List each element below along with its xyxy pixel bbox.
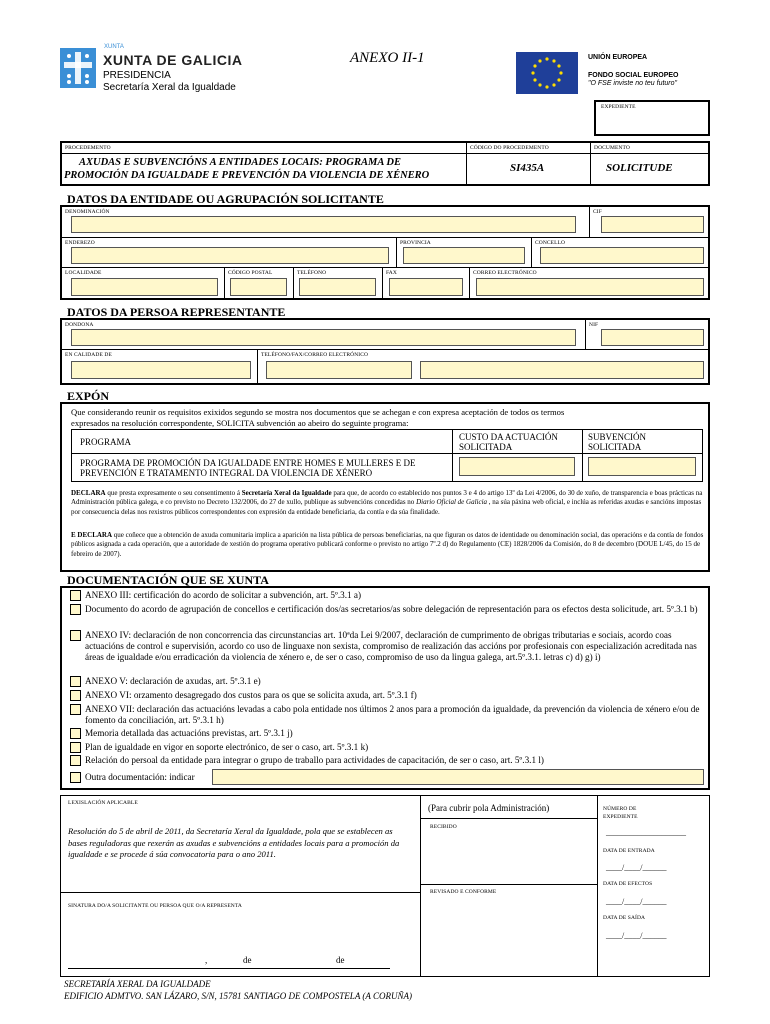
codigo-postal-field[interactable] bbox=[230, 278, 287, 296]
data-saida-label: DATA DE SAÍDA bbox=[603, 915, 646, 921]
numero-expediente-1: NÚMERO DE bbox=[603, 806, 637, 812]
eu-stars-icon bbox=[516, 52, 578, 94]
doc-checkbox[interactable] bbox=[70, 590, 81, 601]
concello-field[interactable] bbox=[540, 247, 704, 264]
doc-checkbox[interactable] bbox=[70, 755, 81, 766]
doc-checkbox[interactable] bbox=[70, 772, 81, 783]
resolution-text: Resolución do 5 de abril de 2011, da Secretaría Xeral da Igualdade, pola que se establecen as bases reguladoras que rexerán as axudas e subvencións a entidades locais para a promoción da igualdade e se procede á súa convocatoria para o ano 2011. bbox=[68, 826, 400, 859]
department: PRESIDENCIA bbox=[103, 70, 171, 81]
dona-don-field[interactable] bbox=[71, 329, 576, 346]
doc-checkbox[interactable] bbox=[70, 630, 81, 641]
doc-item-anexo-vii[interactable]: ANEXO VII: declaración das actuacións levadas a cabo pola entidade nos últimos 2 anos para a promoción da igualdade, da prevención da violencia de xénero e/ou de fomento da conciliación, art. 5º.3.1 h) bbox=[70, 704, 710, 726]
eu-flag bbox=[516, 52, 578, 94]
admin-title: (Para cubrir pola Administración) bbox=[428, 803, 550, 813]
address-line-1: SECRETARÍA XERAL DA IGUALDADE bbox=[64, 979, 211, 989]
code-label: CÓDIGO DO PROCEDEMENTO bbox=[470, 145, 549, 151]
org-name: XUNTA DE GALICIA bbox=[103, 52, 243, 68]
entity-section-title: DATOS DA ENTIDADE OU AGRUPACIÓN SOLICITANTE bbox=[67, 192, 384, 206]
col-subvencion-2: SOLICITADA bbox=[588, 442, 642, 452]
sinatura-label: SINATURA DO/A SOLICITANTE OU PERSOA QUE O/A REPRESENTA bbox=[68, 903, 242, 909]
outra-documentacion-field[interactable] bbox=[212, 769, 704, 785]
provincia-label: PROVINCIA bbox=[400, 240, 431, 246]
procedure-code: SI435A bbox=[510, 162, 545, 174]
correo-field[interactable] bbox=[476, 278, 704, 296]
localidade-field[interactable] bbox=[71, 278, 218, 296]
contacto-label: TELÉFONO/FAX/CORREO ELECTRÓNICO bbox=[261, 352, 369, 358]
signature-area[interactable] bbox=[68, 912, 408, 952]
telefono-label: TELÉFONO bbox=[297, 270, 327, 276]
declara2-paragraph: E DECLARA que coñece que a obtención de axuda comunitaria implica a aparición na lista pública de persoas beneficiarias, na que figuran os datos de identidade ou denominación social, das operacións e da contía de fondos públicos asignada a cada operación, que a autoridade de xestión do programa operativo publicará conforme o previsto no artigo 7º.2 d) do Regulamento (CE) 1828/2006 da Comisión, do 8 de decembro (DOUE L/45, do 15 de febreiro de 2007). bbox=[71, 531, 704, 558]
doc-checkbox[interactable] bbox=[70, 704, 81, 715]
xunta-emblem-icon bbox=[60, 48, 96, 88]
nif-label: NIF bbox=[589, 322, 599, 328]
date-comma: , bbox=[205, 955, 208, 965]
col-custo-2: SOLICITADA bbox=[459, 442, 513, 452]
fax-field[interactable] bbox=[389, 278, 463, 296]
provincia-field[interactable] bbox=[403, 247, 525, 264]
date-de-1: de bbox=[243, 955, 252, 965]
nif-field[interactable] bbox=[601, 329, 704, 346]
recibido-label: RECIBIDO bbox=[430, 824, 457, 830]
contacto-field-2[interactable] bbox=[420, 361, 704, 379]
numero-expediente-2: EXPEDIENTE bbox=[603, 814, 638, 820]
data-entrada-blank[interactable]: ____/____/______ bbox=[606, 863, 667, 872]
doc-item-anexo-v[interactable]: ANEXO V: declaración de axudas, art. 5º.3.1 e) bbox=[70, 676, 710, 687]
date-de-2: de bbox=[336, 955, 345, 965]
doc-item-memoria[interactable]: Memoria detallada das actuacións previstas, art. 5º.3.1 j) bbox=[70, 728, 710, 739]
data-saida-blank[interactable]: ____/____/______ bbox=[606, 931, 667, 940]
col-subvencion-1: SUBVENCIÓN bbox=[588, 432, 647, 442]
procedimento-label: PROCEDEMENTO bbox=[65, 145, 111, 151]
fax-label: FAX bbox=[386, 270, 397, 276]
correo-label: CORREO ELECTRÓNICO bbox=[473, 270, 537, 276]
document-value: SOLICITUDE bbox=[606, 162, 673, 174]
lexislacion-label: LEXISLACIÓN APLICABLE bbox=[68, 800, 138, 806]
doc-item-anexo-iii[interactable]: ANEXO III: certificación do acordo de solicitar a subvención, art. 5º.3.1 a) bbox=[70, 590, 710, 601]
doc-item-persoal[interactable]: Relación do persoal da entidade para integrar o grupo de traballo para actividades de capacitación, de ser o caso, art. 5º.3.1 l) bbox=[70, 755, 710, 766]
data-entrada-label: DATA DE ENTRADA bbox=[603, 848, 655, 854]
date-line bbox=[68, 968, 390, 969]
contacto-field-1[interactable] bbox=[266, 361, 412, 379]
concello-label: CONCELLO bbox=[535, 240, 566, 246]
address-line-2: EDIFICIO ADMTVO. SAN LÁZARO, S/N, 15781 SANTIAGO DE COMPOSTELA (A CORUÑA) bbox=[64, 991, 412, 1001]
doc-checkbox[interactable] bbox=[70, 690, 81, 701]
denominacion-field[interactable] bbox=[71, 216, 576, 233]
enderezo-field[interactable] bbox=[71, 247, 389, 264]
doc-item-anexo-vi[interactable]: ANEXO VI: orzamento desagregado dos custos para os que se solicita axuda, art. 5º.3.1 f) bbox=[70, 690, 710, 701]
representative-section-title: DATOS DA PERSOA REPRESENTANTE bbox=[67, 305, 286, 319]
eu-fund: FONDO SOCIAL EUROPEO bbox=[588, 72, 679, 79]
doc-item-outra[interactable]: Outra documentación: indicar bbox=[70, 772, 710, 783]
crown-text: XUNTA bbox=[104, 44, 124, 50]
doc-checkbox[interactable] bbox=[70, 728, 81, 739]
doc-checkbox[interactable] bbox=[70, 742, 81, 753]
procedure-title-1: AXUDAS E SUBVENCIÓNS A ENTIDADES LOCAIS: PROGRAMA DE bbox=[79, 157, 401, 168]
cif-field[interactable] bbox=[601, 216, 704, 233]
data-efectos-label: DATA DE EFECTOS bbox=[603, 881, 653, 887]
data-efectos-blank[interactable]: ____/____/______ bbox=[606, 897, 667, 906]
secretariat: Secretaría Xeral da Igualdade bbox=[103, 82, 236, 93]
localidade-label: LOCALIDADE bbox=[65, 270, 102, 276]
doc-item-anexo-iv[interactable]: ANEXO IV: declaración de non concorrencia das circunstancias art. 10ªda Lei 9/2007, declaración de cumprimento de obrigas tributarias e sociais, acordo coas actuacións de control e supervisión, acordo co uso de linguaxe non sexista, compromiso de realización das accións por profesionais con especialización acreditada nas áreas de igualdade e/ou erradicación da violencia de xénero e, de ser o caso, compromiso de uso da lingua galega, art.5º.3.1. letras c) d) g) i) bbox=[70, 630, 710, 663]
procedure-title-2: PROMOCIÓN DA IGUALDADE E PREVENCIÓN DA VIOLENCIA DE XÉNERO bbox=[64, 170, 430, 181]
en-calidade-label: EN CALIDADE DE bbox=[65, 352, 112, 358]
revisado-label: REVISADO E CONFORME bbox=[430, 889, 497, 895]
expon-section-title: EXPÓN bbox=[67, 389, 109, 403]
codigo-postal-label: CÓDIGO POSTAL bbox=[228, 270, 273, 276]
col-custo-1: CUSTO DA ACTUACIÓN bbox=[459, 432, 558, 442]
eu-motto: "O FSE inviste no teu futuro" bbox=[588, 80, 678, 87]
col-programa: PROGRAMA bbox=[80, 437, 132, 447]
cif-label: CIF bbox=[593, 209, 602, 215]
programa-line-2: PREVENCIÓN E TRATAMENTO INTEGRAL DA VIOLENCIA DE XÉNERO bbox=[80, 468, 373, 478]
subvencion-field[interactable] bbox=[588, 457, 696, 476]
dona-don-label: DONDONA bbox=[65, 322, 94, 328]
document-label: DOCUMENTO bbox=[594, 145, 630, 151]
doc-item-agrupacion[interactable]: Documento do acordo de agrupación de concellos e certificación dos/as secretarios/as sobre delegación de representación para os efectos desta solicitude, art. 5º.3.1 b) bbox=[70, 604, 710, 615]
xunta-logo bbox=[60, 48, 96, 88]
eu-title: UNIÓN EUROPEA bbox=[588, 54, 648, 61]
expon-intro-2: expresados na resolución correspondente, SOLICITA subvención ao abeiro do seguinte programa: bbox=[71, 418, 409, 428]
declara-paragraph: DECLARA que presta expresamente o seu consentimento á Secretaría Xeral da Igualdade para que, de acordo co establecido nos puntos 3 e 4 do artigo 13º da Lei 4/2006, do 30 de xuño, de transparencia e boas prácticas na Administración pública galega, e co previsto no Decreto 132/2006, do 27 de xullo, publique as subvencións concedidas no Diario Oficial de Galicia , na súa páxina web oficial, e inclúa as referidas axudas e sancións impostas por consecuencia delas nos rexistros públicos correspondentes con expresión da entidade beneficiaria, da contía e da súa finalidade. bbox=[71, 489, 703, 516]
documentation-section-title: DOCUMENTACIÓN QUE SE XUNTA bbox=[67, 573, 269, 587]
expon-intro-1: Que considerando reunir os requisitos exixidos segundo se mostra nos documentos que se achegan e con expresa aceptación de todos os termos bbox=[71, 407, 565, 417]
doc-checkbox[interactable] bbox=[70, 676, 81, 687]
expediente-label: EXPEDIENTE bbox=[601, 104, 636, 110]
en-calidade-field[interactable] bbox=[71, 361, 251, 379]
denominacion-label: DENOMINACIÓN bbox=[65, 209, 110, 215]
doc-checkbox[interactable] bbox=[70, 604, 81, 615]
numero-expediente-blank[interactable]: ____________________ bbox=[606, 828, 686, 837]
annex-title: ANEXO II-1 bbox=[350, 50, 425, 66]
telefono-field[interactable] bbox=[299, 278, 376, 296]
programa-line-1: PROGRAMA DE PROMOCIÓN DA IGUALDADE ENTRE HOMES E MULLERES E DE bbox=[80, 458, 416, 468]
enderezo-label: ENDEREZO bbox=[65, 240, 95, 246]
doc-item-plan-igualdade[interactable]: Plan de igualdade en vigor en soporte electrónico, de ser o caso, art. 5º.3.1 k) bbox=[70, 742, 710, 753]
custo-field[interactable] bbox=[459, 457, 575, 476]
